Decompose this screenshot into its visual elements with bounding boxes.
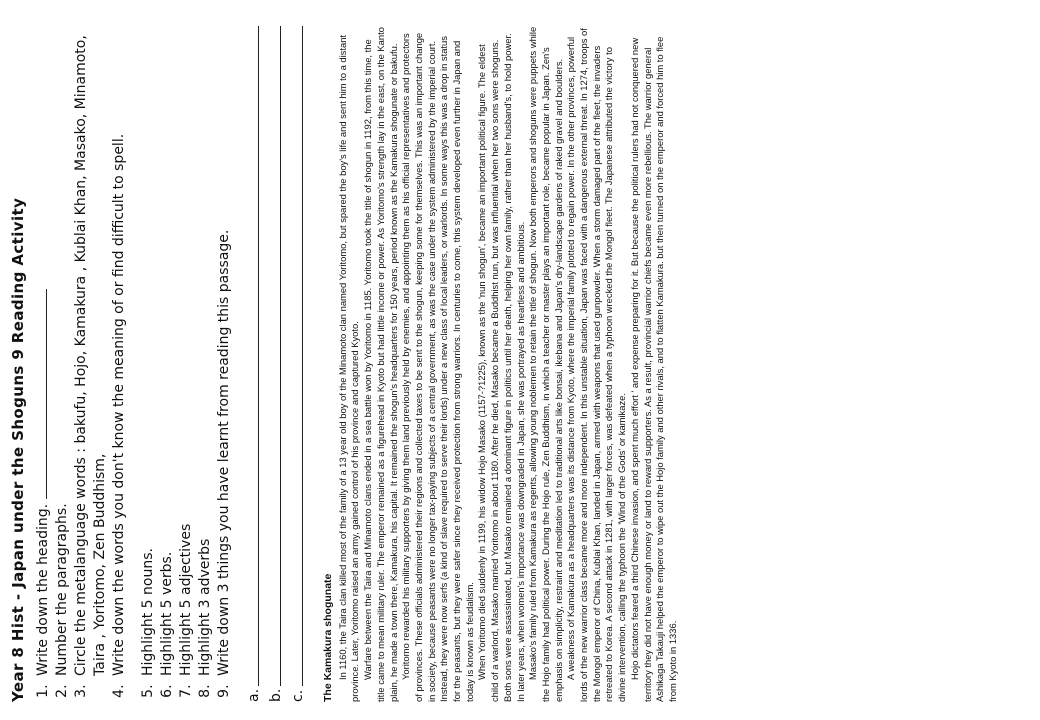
- task-list: [34, 26, 129, 702]
- task-item: [196, 26, 215, 680]
- answer-line-c: [284, 26, 306, 702]
- task-text: Highlight 5 nouns.: [140, 548, 156, 676]
- reading-passage: [322, 26, 680, 702]
- task-text: Write down the words you don't know the meaning of or find difficult to spell.: [111, 133, 127, 676]
- answer-rule: [302, 26, 303, 686]
- answer-label: c.: [290, 689, 306, 702]
- task-text: Highlight 3 adverbs: [197, 538, 213, 676]
- task-item: [110, 26, 129, 680]
- task-item: [72, 26, 110, 680]
- page-title: Year 8 Hist - Japan under the Shoguns 9 Reading Activity: [9, 197, 27, 702]
- task-item: [215, 26, 234, 680]
- answer-lines: [240, 26, 306, 702]
- task-item: [53, 26, 72, 680]
- answer-label: b.: [268, 688, 284, 702]
- answer-line-a: [240, 26, 262, 702]
- task-text: Write down 3 things you have learnt from reading this passage.: [216, 229, 232, 676]
- answer-rule: [280, 26, 281, 686]
- task-text: Write down the heading.: [35, 503, 51, 676]
- passage-paragraph: In 1160, the Taira clan killed most of the family of a 13 year old boy of the Minamoto clan named Yoritomo, but spared the boy's life and sent him to a distant province. Later, Yoritomo raised an army, gained control of his province and captured Kyoto.: [336, 34, 361, 702]
- task-item: [34, 26, 53, 680]
- answer-label: a.: [246, 688, 262, 702]
- passage-paragraph: Masako's family ruled from Kamakura as regents, allowing young noblemen to retain the title of shogun. Now both emperors and shoguns were puppets while the Hojo family had political power. During the Hojo rule, Zen Buddhism, in which a teacher or master plays an important role, became popular in Japan. Zen's emphasis on simplicity, restraint and meditation led to traditional arts like bonsai, ikebana and Japan's dry-landscape gardens of raked gravel and boulders.: [527, 26, 564, 702]
- task-item: [139, 26, 158, 680]
- answer-rule: [258, 26, 259, 686]
- passage-heading: The Kamakura shogunate: [322, 573, 334, 702]
- task-text: Circle the metalanguage words : bakufu, Hojo, Kamakura , Kublai Khan, Masako, Minamoto, Taira , Yoritomo, Zen Buddhism,: [73, 35, 108, 676]
- passage-paragraph: Yoritomo rewarded his military supporters by giving them land previously held by enemies, and appointing them as his official representatives and protectors of provinces. These officials administered their regions and collected taxes to be sent to the shogun, keeping some for themselves. This was an important change in society, because peasants were no longer tax-paying subjects of a central government, as was the case under the system administered by the imperial court. Instead, they were now serfs (a kind of slave required to serve their lords) under a new class of local leaders, or warlords. In some ways this was a drop in status for the peasants, but they were safer since they received protection from strong warriors. In centuries to come, this system developed even further in Japan and today is known as feudalism.: [400, 32, 475, 702]
- task-text: Highlight 5 adjectives: [178, 523, 194, 676]
- task-text: Highlight 5 verbs.: [159, 551, 175, 676]
- answer-line-b: [262, 26, 284, 702]
- highlight-task-list: [139, 26, 234, 702]
- task-item: [177, 26, 196, 680]
- passage-paragraph: A weakness of Kamakura as a headquarters was its distance from Kyoto, where the imperial family plotted to regain power. In the other provinces, powerful lords of the new warrior class became more and more independent. In this unstable situation, Japan was faced with a dangerous external threat. In 1274, troops of the Mongol emperor of China, Kublai Khan, landed in Japan, armed with weapons that used gunpowder. When a storm damaged part of the fleet, the invaders retreated to Korea. A second attack in 1281, with larger forces, was defeated when a typhoon wrecked the Mongol fleet. The Japanese attributed the victory to divine intervention, calling the typhoon the 'Wind of the Gods' or kamikaze.: [565, 28, 628, 702]
- heading-answer-line: [34, 289, 47, 499]
- passage-paragraph: Hojo dictators feared a third Chinese invasion, and spent much effort ' and expense preparing for it. But because the political rulers had not conquered new territory they did not have enough money or land to reward supporters. As a result, provincial warrior chiefs became even more rebellious. The warrior general Ashikaga Takauji helped the emperor to wipe out the Hojo family and other rivals, and to flatten Kamakura. but then turned on the emperor and forced him to flee from Kyoto in 1336.: [628, 36, 678, 702]
- passage-paragraph: When Yoritomo died suddenly in 1199, his widow Hojo Masako (1157-?1225), known as the 'nun shogun', became an important political figure. The eldest child of a warlord, Masako married Yoritomo in about 1180. After he died, Masako became a Buddhist nun, but was influential when her two sons were shoguns. Both sons were assassinated, but Masako remained a dominant figure in politics until her death, helping her own family, rather than her husband's, to hold power. In later years, when women's importance was downgraded in Japan, she was portrayed as heartless and ambitious.: [476, 33, 526, 702]
- passage-paragraph: Warfare between the Taira and Minamoto clans ended in a sea battle won by Yoritomo in 1185. Yoritomo took the title of shogun in 1192, from this time, the title came to mean military ruler. The emperor remained as a figurehead in Kyoto but had little income or power. As Yoritomo's strength lay in the east, on the Kanto plain, he made a town there, Kamakura, his capital. It remained the shogun's headquarters for 150 years, period known as the Kamakura shogunate or bakufu.: [362, 27, 399, 702]
- task-text: Number the paragraphs.: [54, 503, 70, 676]
- task-item: [158, 26, 177, 680]
